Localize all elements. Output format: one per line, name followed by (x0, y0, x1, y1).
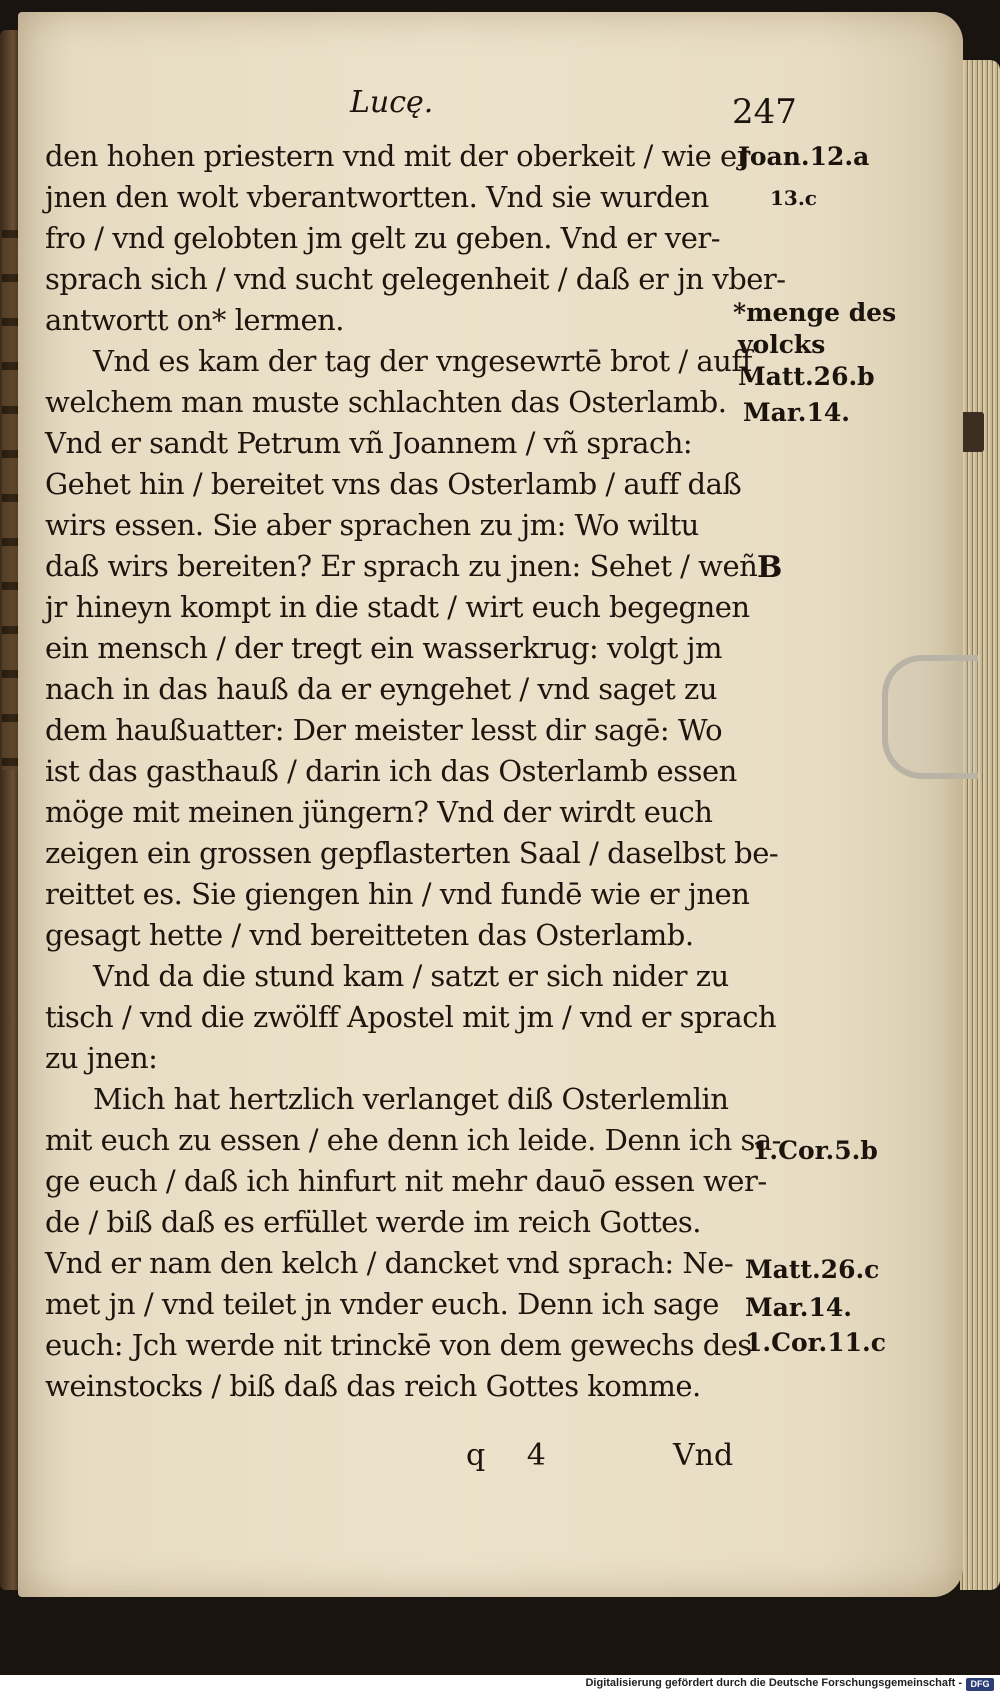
text-line: mit euch zu essen / ehe denn ich leide. Denn ich sa- (45, 1123, 781, 1157)
text-line: wirs essen. Sie aber sprachen zu jm: Wo wiltu (45, 508, 699, 542)
page-fore-edge (960, 60, 1000, 1590)
catchword: Vnd (673, 1438, 734, 1473)
margin-note: 13.c (770, 186, 817, 210)
text-line: de / biß daß es erfüllet werde im reich Gottes. (45, 1205, 702, 1239)
text-line: Vnd da die stund kam / satzt er sich nider zu (93, 959, 729, 993)
digitization-footer (0, 1675, 1000, 1695)
margin-note: Mar.14. (743, 398, 850, 427)
text-line: dem haußuatter: Der meister lesst dir sagē: Wo (45, 713, 723, 747)
text-line: met jn / vnd teilet jn vnder euch. Denn ich sage (45, 1287, 719, 1321)
text-line: antwortt on* lermen. (45, 303, 345, 337)
text-line: daß wirs bereiten? Er sprach zu jnen: Sehet / weñ (45, 549, 758, 583)
margin-note: Matt.26.b (738, 362, 875, 391)
text-line: jr hineyn kompt in die stadt / wirt euch begegnen (45, 590, 750, 624)
margin-note: Joan.12.a (738, 142, 870, 171)
text-line: gesagt hette / vnd bereitteten das Osterlamb. (45, 918, 694, 952)
text-line: ge euch / daß ich hinfurt nit mehr dauō essen wer- (45, 1164, 767, 1198)
margin-note: *menge des (733, 298, 897, 327)
text-line: weinstocks / biß daß das reich Gottes komme. (45, 1369, 701, 1403)
margin-note: 1.Cor.11.c (745, 1328, 886, 1357)
text-line: Vnd er sandt Petrum vñ Joannem / vñ sprach: (45, 426, 693, 460)
text-line: zeigen ein grossen gepflasterten Saal / daselbst be- (45, 836, 779, 870)
dfg-logo-icon: DFG (966, 1678, 994, 1691)
text-line: jnen den wolt vberantwortten. Vnd sie wurden (45, 180, 709, 214)
page-number: 247 (732, 92, 797, 132)
margin-note: B (757, 550, 783, 585)
margin-note: volcks (738, 330, 826, 359)
text-line: fro / vnd gelobten jm gelt zu geben. Vnd er ver- (45, 221, 721, 255)
running-head: Lucę. (350, 85, 434, 120)
text-line: Mich hat hertzlich verlanget diß Osterlemlin (93, 1082, 729, 1116)
text-line: den hohen priestern vnd mit der oberkeit / wie er (45, 139, 751, 173)
text-line: euch: Jch werde nit trinckē von dem gewechs des (45, 1328, 752, 1362)
text-line: ein mensch / der tregt ein wasserkrug: volgt jm (45, 631, 723, 665)
text-line: Vnd er nam den kelch / dancket vnd sprach: Ne- (45, 1246, 734, 1280)
text-line: welchem man muste schlachten das Osterlamb. (45, 385, 727, 419)
footer-credit: Digitalisierung gefördert durch die Deutsche Forschungsgemeinschaft - (585, 1677, 962, 1689)
signature-mark: q 4 (466, 1438, 562, 1473)
text-line: Vnd es kam der tag der vngesewrtē brot / auff (93, 344, 752, 378)
margin-note: Mar.14. (745, 1293, 852, 1322)
text-line: ist das gasthauß / darin ich das Osterlamb essen (45, 754, 737, 788)
text-line: nach in das hauß da er eyngehet / vnd saget zu (45, 672, 717, 706)
text-line: Gehet hin / bereitet vns das Osterlamb / auff daß (45, 467, 742, 501)
text-line: möge mit meinen jüngern? Vnd der wirdt euch (45, 795, 713, 829)
margin-note: 1.Cor.5.b (752, 1136, 878, 1165)
text-line: zu jnen: (45, 1041, 158, 1075)
text-line: sprach sich / vnd sucht gelegenheit / daß er jn vber- (45, 262, 786, 296)
page-clip-icon (882, 655, 978, 779)
margin-note: Matt.26.c (745, 1255, 880, 1284)
text-line: tisch / vnd die zwölff Apostel mit jm / vnd er sprach (45, 1000, 777, 1034)
text-line: reittet es. Sie giengen hin / vnd fundē wie er jnen (45, 877, 750, 911)
